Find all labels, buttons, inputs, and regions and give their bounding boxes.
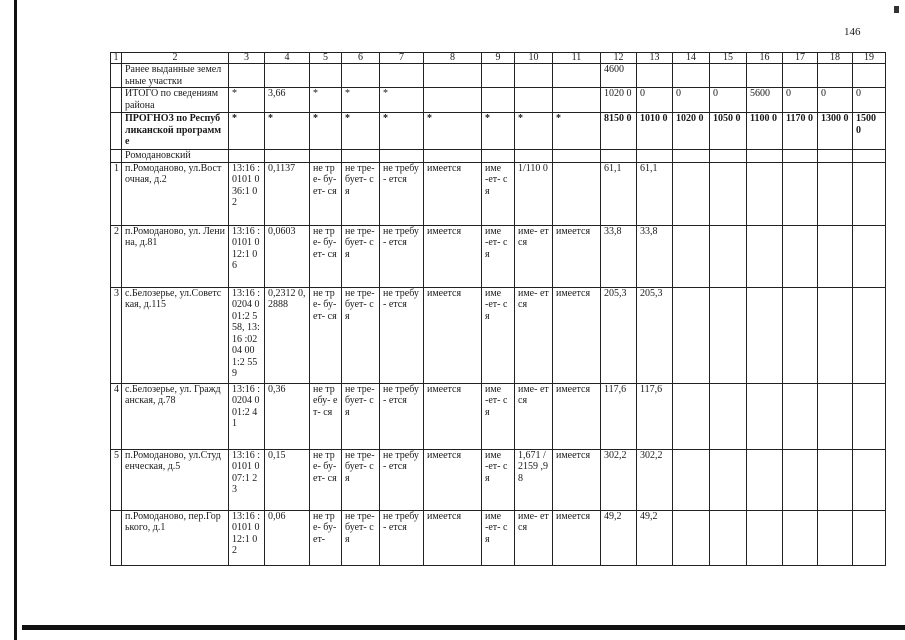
table-cell: * bbox=[342, 88, 380, 113]
table-cell: * bbox=[380, 88, 424, 113]
table-cell bbox=[747, 383, 783, 449]
table-cell bbox=[553, 150, 601, 163]
table-cell: * bbox=[229, 113, 265, 150]
table-cell: * bbox=[265, 113, 310, 150]
table-cell bbox=[710, 383, 747, 449]
table-cell bbox=[818, 64, 853, 88]
table-cell bbox=[673, 287, 710, 383]
table-cell bbox=[783, 162, 818, 225]
summary-row-total-district bbox=[111, 88, 886, 113]
table-cell: 0 bbox=[710, 88, 747, 113]
column-header: 7 bbox=[380, 53, 424, 64]
table-cell bbox=[853, 449, 886, 510]
summary-row-forecast bbox=[111, 113, 886, 150]
table-cell: не требу- ется bbox=[380, 287, 424, 383]
table-cell: 13:16 :0101 012:1 02 bbox=[229, 510, 265, 565]
table-cell bbox=[380, 150, 424, 163]
table-cell: 302,2 bbox=[601, 449, 637, 510]
column-header: 11 bbox=[553, 53, 601, 64]
table-cell: 13:16 :0204 001:2 558, 13:16 :0204 001:2 559 bbox=[229, 287, 265, 383]
table-cell bbox=[783, 225, 818, 287]
table-cell bbox=[747, 287, 783, 383]
table-cell: 2 bbox=[111, 225, 122, 287]
table-cell bbox=[515, 64, 553, 88]
table-cell: * bbox=[553, 113, 601, 150]
table-cell: 8150 0 bbox=[601, 113, 637, 150]
table-cell: п.Ромоданово, ул. Ленина, д.81 bbox=[122, 225, 229, 287]
table-cell: ИТОГО по сведениям района bbox=[122, 88, 229, 113]
table-cell: п.Ромоданово, ул.Восточная, д.2 bbox=[122, 162, 229, 225]
table-cell bbox=[747, 510, 783, 565]
table-cell bbox=[673, 162, 710, 225]
table-cell bbox=[783, 150, 818, 163]
table-cell: 0 bbox=[673, 88, 710, 113]
table-cell: не требу- ется bbox=[380, 162, 424, 225]
table-cell: не тре- бует- ся bbox=[342, 162, 380, 225]
column-header: 16 bbox=[747, 53, 783, 64]
table-cell: п.Ромоданово, ул.Студенческая, д.5 bbox=[122, 449, 229, 510]
table-cell: 33,8 bbox=[637, 225, 673, 287]
table-cell bbox=[710, 449, 747, 510]
table-cell: не тре- бует- ся bbox=[342, 383, 380, 449]
table-cell: имеется bbox=[424, 287, 482, 383]
table-cell: 5 bbox=[111, 449, 122, 510]
table-cell bbox=[265, 64, 310, 88]
table-cell bbox=[424, 150, 482, 163]
corner-mark bbox=[894, 6, 899, 13]
table-cell bbox=[111, 510, 122, 565]
table-cell: не тре- бу- ет- ся bbox=[310, 162, 342, 225]
column-header: 2 bbox=[122, 53, 229, 64]
table-cell bbox=[111, 113, 122, 150]
scan-left-edge bbox=[14, 0, 17, 640]
table-cell: 1010 0 bbox=[637, 113, 673, 150]
table-cell bbox=[601, 150, 637, 163]
table-cell: 1050 0 bbox=[710, 113, 747, 150]
table-cell: не тре- бу- ет- bbox=[310, 510, 342, 565]
table-cell bbox=[710, 162, 747, 225]
table-cell: 117,6 bbox=[637, 383, 673, 449]
table-cell: не требу- ется bbox=[380, 225, 424, 287]
table-cell: Ранее выданные земельные участки bbox=[122, 64, 229, 88]
table-cell: име -ет- ся bbox=[482, 225, 515, 287]
table-cell bbox=[818, 449, 853, 510]
column-header: 13 bbox=[637, 53, 673, 64]
table-cell: 13:16 :0204 001:2 41 bbox=[229, 383, 265, 449]
table-cell: не требу- ется bbox=[380, 383, 424, 449]
table-cell bbox=[710, 150, 747, 163]
table-cell bbox=[553, 162, 601, 225]
table-cell: 1020 0 bbox=[601, 88, 637, 113]
column-header: 8 bbox=[424, 53, 482, 64]
table-row bbox=[111, 510, 886, 565]
table-cell: име -ет- ся bbox=[482, 449, 515, 510]
table-cell: 13:16 :0101 036:1 02 bbox=[229, 162, 265, 225]
table-cell: имеется bbox=[553, 383, 601, 449]
column-header: 12 bbox=[601, 53, 637, 64]
table-cell: 302,2 bbox=[637, 449, 673, 510]
table-cell: 1 bbox=[111, 162, 122, 225]
table-cell: не тре- бует- ся bbox=[342, 449, 380, 510]
table-cell: 1/110 0 bbox=[515, 162, 553, 225]
table-cell: 33,8 bbox=[601, 225, 637, 287]
table-cell: не тре- бу- ет- ся bbox=[310, 449, 342, 510]
table-cell: не тре- бу- ет- ся bbox=[310, 225, 342, 287]
table-cell bbox=[265, 150, 310, 163]
table-cell: имеется bbox=[553, 225, 601, 287]
table-cell: 205,3 bbox=[601, 287, 637, 383]
table-cell: 3,66 bbox=[265, 88, 310, 113]
column-header: 4 bbox=[265, 53, 310, 64]
table-row bbox=[111, 287, 886, 383]
table-cell: 49,2 bbox=[637, 510, 673, 565]
table-cell bbox=[853, 510, 886, 565]
table-cell bbox=[853, 383, 886, 449]
table-cell bbox=[553, 64, 601, 88]
table-cell: 0 bbox=[783, 88, 818, 113]
table-cell bbox=[818, 383, 853, 449]
section-label: Ромодановский bbox=[122, 150, 229, 163]
table-cell bbox=[783, 287, 818, 383]
table-cell: * bbox=[310, 113, 342, 150]
table-cell bbox=[229, 64, 265, 88]
table-cell: * bbox=[380, 113, 424, 150]
table-cell bbox=[818, 150, 853, 163]
table-cell: с.Белозерье, ул. Гражданская, д.78 bbox=[122, 383, 229, 449]
column-header: 19 bbox=[853, 53, 886, 64]
table-cell: имеется bbox=[553, 287, 601, 383]
table-cell: 117,6 bbox=[601, 383, 637, 449]
table-cell: име -ет- ся bbox=[482, 510, 515, 565]
table-cell bbox=[111, 88, 122, 113]
table-cell bbox=[482, 150, 515, 163]
column-header: 6 bbox=[342, 53, 380, 64]
table-cell: 0 bbox=[853, 88, 886, 113]
column-header: 5 bbox=[310, 53, 342, 64]
table-cell: имеется bbox=[553, 449, 601, 510]
table-cell: 0,2312 0,2888 bbox=[265, 287, 310, 383]
table-cell bbox=[515, 88, 553, 113]
table-cell bbox=[783, 449, 818, 510]
table-cell: име -ет- ся bbox=[482, 162, 515, 225]
table-cell bbox=[482, 88, 515, 113]
table-cell: не тре- бу- ет- ся bbox=[310, 287, 342, 383]
table-cell: имеется bbox=[424, 510, 482, 565]
table-cell bbox=[342, 64, 380, 88]
table-cell: 0 bbox=[637, 88, 673, 113]
table-cell: 0,1137 bbox=[265, 162, 310, 225]
table-cell: име- ется bbox=[515, 225, 553, 287]
table-cell: 1300 0 bbox=[818, 113, 853, 150]
table-cell bbox=[747, 449, 783, 510]
column-header: 18 bbox=[818, 53, 853, 64]
table-cell bbox=[853, 162, 886, 225]
table-cell: с.Белозерье, ул.Советская, д.115 bbox=[122, 287, 229, 383]
table-cell: 0,15 bbox=[265, 449, 310, 510]
table-cell bbox=[673, 510, 710, 565]
table-cell bbox=[229, 150, 265, 163]
table-cell bbox=[673, 225, 710, 287]
column-header: 10 bbox=[515, 53, 553, 64]
table-cell: име -ет- ся bbox=[482, 287, 515, 383]
table-cell: * bbox=[482, 113, 515, 150]
table-cell: * bbox=[515, 113, 553, 150]
table-cell: не требу- ется bbox=[380, 449, 424, 510]
table-cell bbox=[111, 150, 122, 163]
page-number: 146 bbox=[844, 26, 861, 38]
document-table-container bbox=[110, 52, 885, 566]
table-cell: не тре- бует- ся bbox=[342, 287, 380, 383]
table-cell bbox=[515, 150, 553, 163]
table-cell: не тре- бует- ся bbox=[342, 225, 380, 287]
table-cell bbox=[637, 150, 673, 163]
table-cell: * bbox=[424, 113, 482, 150]
table-cell: 49,2 bbox=[601, 510, 637, 565]
table-cell bbox=[673, 383, 710, 449]
table-cell: 4600 bbox=[601, 64, 637, 88]
table-cell: 5600 bbox=[747, 88, 783, 113]
table-cell: 1100 0 bbox=[747, 113, 783, 150]
table-cell bbox=[111, 64, 122, 88]
table-cell bbox=[424, 64, 482, 88]
table-cell bbox=[853, 225, 886, 287]
table-cell bbox=[853, 150, 886, 163]
table-cell: не требу- ется bbox=[380, 510, 424, 565]
table-cell: 4 bbox=[111, 383, 122, 449]
table-cell: 3 bbox=[111, 287, 122, 383]
table-cell: 0,0603 bbox=[265, 225, 310, 287]
table-cell bbox=[710, 64, 747, 88]
table-row bbox=[111, 162, 886, 225]
table-cell: име- ется bbox=[515, 383, 553, 449]
table-cell: 13:16 :0101 012:1 06 bbox=[229, 225, 265, 287]
table-cell: не тре- бует- ся bbox=[342, 510, 380, 565]
table-cell bbox=[342, 150, 380, 163]
column-header: 14 bbox=[673, 53, 710, 64]
table-cell: 61,1 bbox=[601, 162, 637, 225]
table-cell bbox=[818, 225, 853, 287]
table-cell bbox=[482, 64, 515, 88]
table-cell: ПРОГНОЗ по Республиканской программе bbox=[122, 113, 229, 150]
column-header: 1 bbox=[111, 53, 122, 64]
table-cell: * bbox=[229, 88, 265, 113]
table-cell: имеется bbox=[553, 510, 601, 565]
table-cell bbox=[710, 510, 747, 565]
table-cell: 61,1 bbox=[637, 162, 673, 225]
table-cell bbox=[783, 64, 818, 88]
column-header: 9 bbox=[482, 53, 515, 64]
table-row bbox=[111, 449, 886, 510]
table-cell: имеется bbox=[424, 449, 482, 510]
table-cell bbox=[853, 64, 886, 88]
table-cell: * bbox=[310, 88, 342, 113]
table-cell: 1170 0 bbox=[783, 113, 818, 150]
table-cell: 205,3 bbox=[637, 287, 673, 383]
table-cell bbox=[747, 225, 783, 287]
table-cell bbox=[380, 64, 424, 88]
table-cell bbox=[818, 162, 853, 225]
table-cell: имеется bbox=[424, 225, 482, 287]
table-cell bbox=[673, 449, 710, 510]
table-cell bbox=[783, 510, 818, 565]
column-header: 3 bbox=[229, 53, 265, 64]
table-cell: имеется bbox=[424, 383, 482, 449]
table-cell bbox=[553, 88, 601, 113]
column-header: 17 bbox=[783, 53, 818, 64]
table-row bbox=[111, 225, 886, 287]
column-header: 15 bbox=[710, 53, 747, 64]
table-cell: имеется bbox=[424, 162, 482, 225]
table-cell: не требу- ет- ся bbox=[310, 383, 342, 449]
table-row bbox=[111, 383, 886, 449]
table-cell: 13:16 :0101 007:1 23 bbox=[229, 449, 265, 510]
table-cell: 0,06 bbox=[265, 510, 310, 565]
table-cell bbox=[710, 287, 747, 383]
table-cell bbox=[747, 64, 783, 88]
table-cell: 0 bbox=[818, 88, 853, 113]
table-cell bbox=[637, 64, 673, 88]
table-cell: име -ет- ся bbox=[482, 383, 515, 449]
section-row bbox=[111, 150, 886, 163]
table-cell: 1,671 /2159 ,98 bbox=[515, 449, 553, 510]
table-cell: име- ется bbox=[515, 287, 553, 383]
table-cell bbox=[310, 150, 342, 163]
table-cell bbox=[424, 88, 482, 113]
table-cell: име- ется bbox=[515, 510, 553, 565]
table-cell: 1500 0 bbox=[853, 113, 886, 150]
table-cell bbox=[853, 287, 886, 383]
table-cell bbox=[710, 225, 747, 287]
table-cell bbox=[673, 150, 710, 163]
table-cell bbox=[783, 383, 818, 449]
table-cell: 0,36 bbox=[265, 383, 310, 449]
table-cell: п.Ромоданово, пер.Горького, д.1 bbox=[122, 510, 229, 565]
table-cell: 1020 0 bbox=[673, 113, 710, 150]
summary-row-prev-issued bbox=[111, 64, 886, 88]
header-row bbox=[111, 53, 886, 64]
table-cell bbox=[818, 287, 853, 383]
table-cell: * bbox=[342, 113, 380, 150]
table-cell bbox=[747, 150, 783, 163]
table-cell bbox=[818, 510, 853, 565]
scan-bottom-edge bbox=[22, 625, 905, 630]
table-cell bbox=[747, 162, 783, 225]
data-table bbox=[110, 52, 886, 566]
table-cell bbox=[673, 64, 710, 88]
table-cell bbox=[310, 64, 342, 88]
